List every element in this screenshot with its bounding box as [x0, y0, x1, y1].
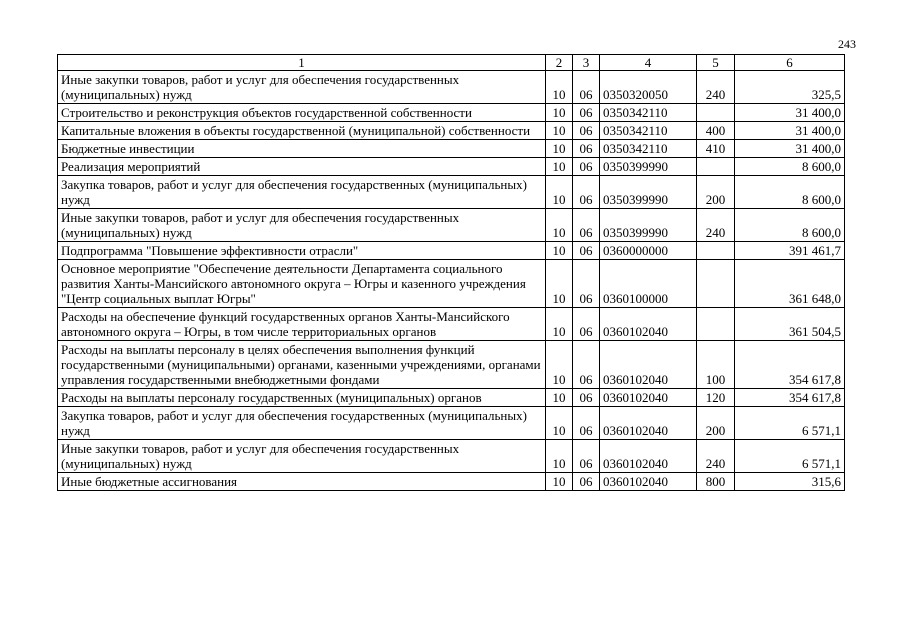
- row-section: 10: [546, 140, 573, 158]
- header-col-2: 2: [546, 55, 573, 71]
- row-code: 0360100000: [600, 260, 697, 308]
- table-row: [58, 122, 845, 140]
- row-type: 410: [697, 140, 735, 158]
- row-name: Строительство и реконструкция объектов государственной собственности: [58, 104, 546, 122]
- row-section: 10: [546, 158, 573, 176]
- row-section: 10: [546, 260, 573, 308]
- row-subsection: 06: [573, 176, 600, 209]
- row-type: 400: [697, 122, 735, 140]
- row-code: 0350399990: [600, 209, 697, 242]
- table-row: [58, 176, 845, 209]
- row-amount: 354 617,8: [735, 341, 845, 389]
- row-subsection: 06: [573, 242, 600, 260]
- row-type: [697, 260, 735, 308]
- table-row: [58, 389, 845, 407]
- row-section: 10: [546, 71, 573, 104]
- row-amount: 6 571,1: [735, 440, 845, 473]
- row-code: 0350342110: [600, 122, 697, 140]
- row-amount: 8 600,0: [735, 158, 845, 176]
- row-code: 0350342110: [600, 140, 697, 158]
- row-section: 10: [546, 407, 573, 440]
- row-code: 0360102040: [600, 341, 697, 389]
- row-name: Реализация мероприятий: [58, 158, 546, 176]
- budget-table: [57, 54, 845, 491]
- row-subsection: 06: [573, 389, 600, 407]
- row-subsection: 06: [573, 260, 600, 308]
- row-section: 10: [546, 122, 573, 140]
- row-code: 0350399990: [600, 176, 697, 209]
- row-name: Иные закупки товаров, работ и услуг для обеспечения государственных (муниципальных) нужд: [58, 209, 546, 242]
- row-subsection: 06: [573, 71, 600, 104]
- table-row: [58, 473, 845, 491]
- row-amount: 391 461,7: [735, 242, 845, 260]
- row-code: 0350320050: [600, 71, 697, 104]
- row-name: Подпрограмма "Повышение эффективности отрасли": [58, 242, 546, 260]
- row-type: 800: [697, 473, 735, 491]
- row-subsection: 06: [573, 140, 600, 158]
- row-code: 0360102040: [600, 389, 697, 407]
- row-code: 0350342110: [600, 104, 697, 122]
- row-subsection: 06: [573, 158, 600, 176]
- row-name: Расходы на обеспечение функций государственных органов Ханты-Мансийского автономного округа – Югры, в том числе территориальных органов: [58, 308, 546, 341]
- table-body: [58, 71, 845, 491]
- row-amount: 6 571,1: [735, 407, 845, 440]
- row-type: 120: [697, 389, 735, 407]
- row-subsection: 06: [573, 104, 600, 122]
- row-section: 10: [546, 440, 573, 473]
- row-section: 10: [546, 176, 573, 209]
- header-col-1: 1: [58, 55, 546, 71]
- row-type: 200: [697, 407, 735, 440]
- row-type: [697, 104, 735, 122]
- header-col-3: 3: [573, 55, 600, 71]
- row-amount: 361 648,0: [735, 260, 845, 308]
- table-row: [58, 260, 845, 308]
- table-row: [58, 104, 845, 122]
- row-subsection: 06: [573, 407, 600, 440]
- row-type: [697, 308, 735, 341]
- row-amount: 325,5: [735, 71, 845, 104]
- header-row: [58, 55, 845, 71]
- row-name: Иные закупки товаров, работ и услуг для обеспечения государственных (муниципальных) нужд: [58, 71, 546, 104]
- row-type: 240: [697, 440, 735, 473]
- row-type: 200: [697, 176, 735, 209]
- table-row: [58, 407, 845, 440]
- row-type: [697, 158, 735, 176]
- row-name: Капитальные вложения в объекты государственной (муниципальной) собственности: [58, 122, 546, 140]
- row-name: Закупка товаров, работ и услуг для обеспечения государственных (муниципальных) нужд: [58, 407, 546, 440]
- row-section: 10: [546, 242, 573, 260]
- row-name: Бюджетные инвестиции: [58, 140, 546, 158]
- row-amount: 361 504,5: [735, 308, 845, 341]
- row-amount: 8 600,0: [735, 176, 845, 209]
- table-row: [58, 341, 845, 389]
- row-name: Иные бюджетные ассигнования: [58, 473, 546, 491]
- row-code: 0360000000: [600, 242, 697, 260]
- row-amount: 31 400,0: [735, 140, 845, 158]
- row-section: 10: [546, 341, 573, 389]
- row-amount: 31 400,0: [735, 122, 845, 140]
- row-section: 10: [546, 104, 573, 122]
- header-col-4: 4: [600, 55, 697, 71]
- table-row: [58, 140, 845, 158]
- row-section: 10: [546, 308, 573, 341]
- row-type: 240: [697, 209, 735, 242]
- row-name: Иные закупки товаров, работ и услуг для обеспечения государственных (муниципальных) нужд: [58, 440, 546, 473]
- table-row: [58, 71, 845, 104]
- row-amount: 31 400,0: [735, 104, 845, 122]
- row-code: 0360102040: [600, 407, 697, 440]
- row-code: 0360102040: [600, 308, 697, 341]
- row-subsection: 06: [573, 122, 600, 140]
- table-row: [58, 158, 845, 176]
- row-name: Закупка товаров, работ и услуг для обеспечения государственных (муниципальных) нужд: [58, 176, 546, 209]
- row-amount: 315,6: [735, 473, 845, 491]
- row-subsection: 06: [573, 308, 600, 341]
- row-code: 0360102040: [600, 473, 697, 491]
- row-subsection: 06: [573, 341, 600, 389]
- row-section: 10: [546, 473, 573, 491]
- row-code: 0350399990: [600, 158, 697, 176]
- table-row: [58, 242, 845, 260]
- table-row: [58, 209, 845, 242]
- row-subsection: 06: [573, 209, 600, 242]
- row-code: 0360102040: [600, 440, 697, 473]
- row-type: 240: [697, 71, 735, 104]
- row-subsection: 06: [573, 473, 600, 491]
- row-name: Расходы на выплаты персоналу в целях обеспечения выполнения функций государственными (муниципальными) органами, казенными учреждениями, органами управления государственными внебюджетными фондами: [58, 341, 546, 389]
- row-type: 100: [697, 341, 735, 389]
- row-name: Основное мероприятие "Обеспечение деятельности Департамента социального развития Ханты-Мансийского автономного округа – Югры и казенного учреждения "Центр социальных выплат Югры": [58, 260, 546, 308]
- row-amount: 8 600,0: [735, 209, 845, 242]
- row-type: [697, 242, 735, 260]
- table-row: [58, 440, 845, 473]
- row-amount: 354 617,8: [735, 389, 845, 407]
- row-section: 10: [546, 209, 573, 242]
- header-col-5: 5: [697, 55, 735, 71]
- row-name: Расходы на выплаты персоналу государственных (муниципальных) органов: [58, 389, 546, 407]
- row-subsection: 06: [573, 440, 600, 473]
- table-row: [58, 308, 845, 341]
- row-section: 10: [546, 389, 573, 407]
- page-number: 243: [838, 37, 856, 51]
- header-col-6: 6: [735, 55, 845, 71]
